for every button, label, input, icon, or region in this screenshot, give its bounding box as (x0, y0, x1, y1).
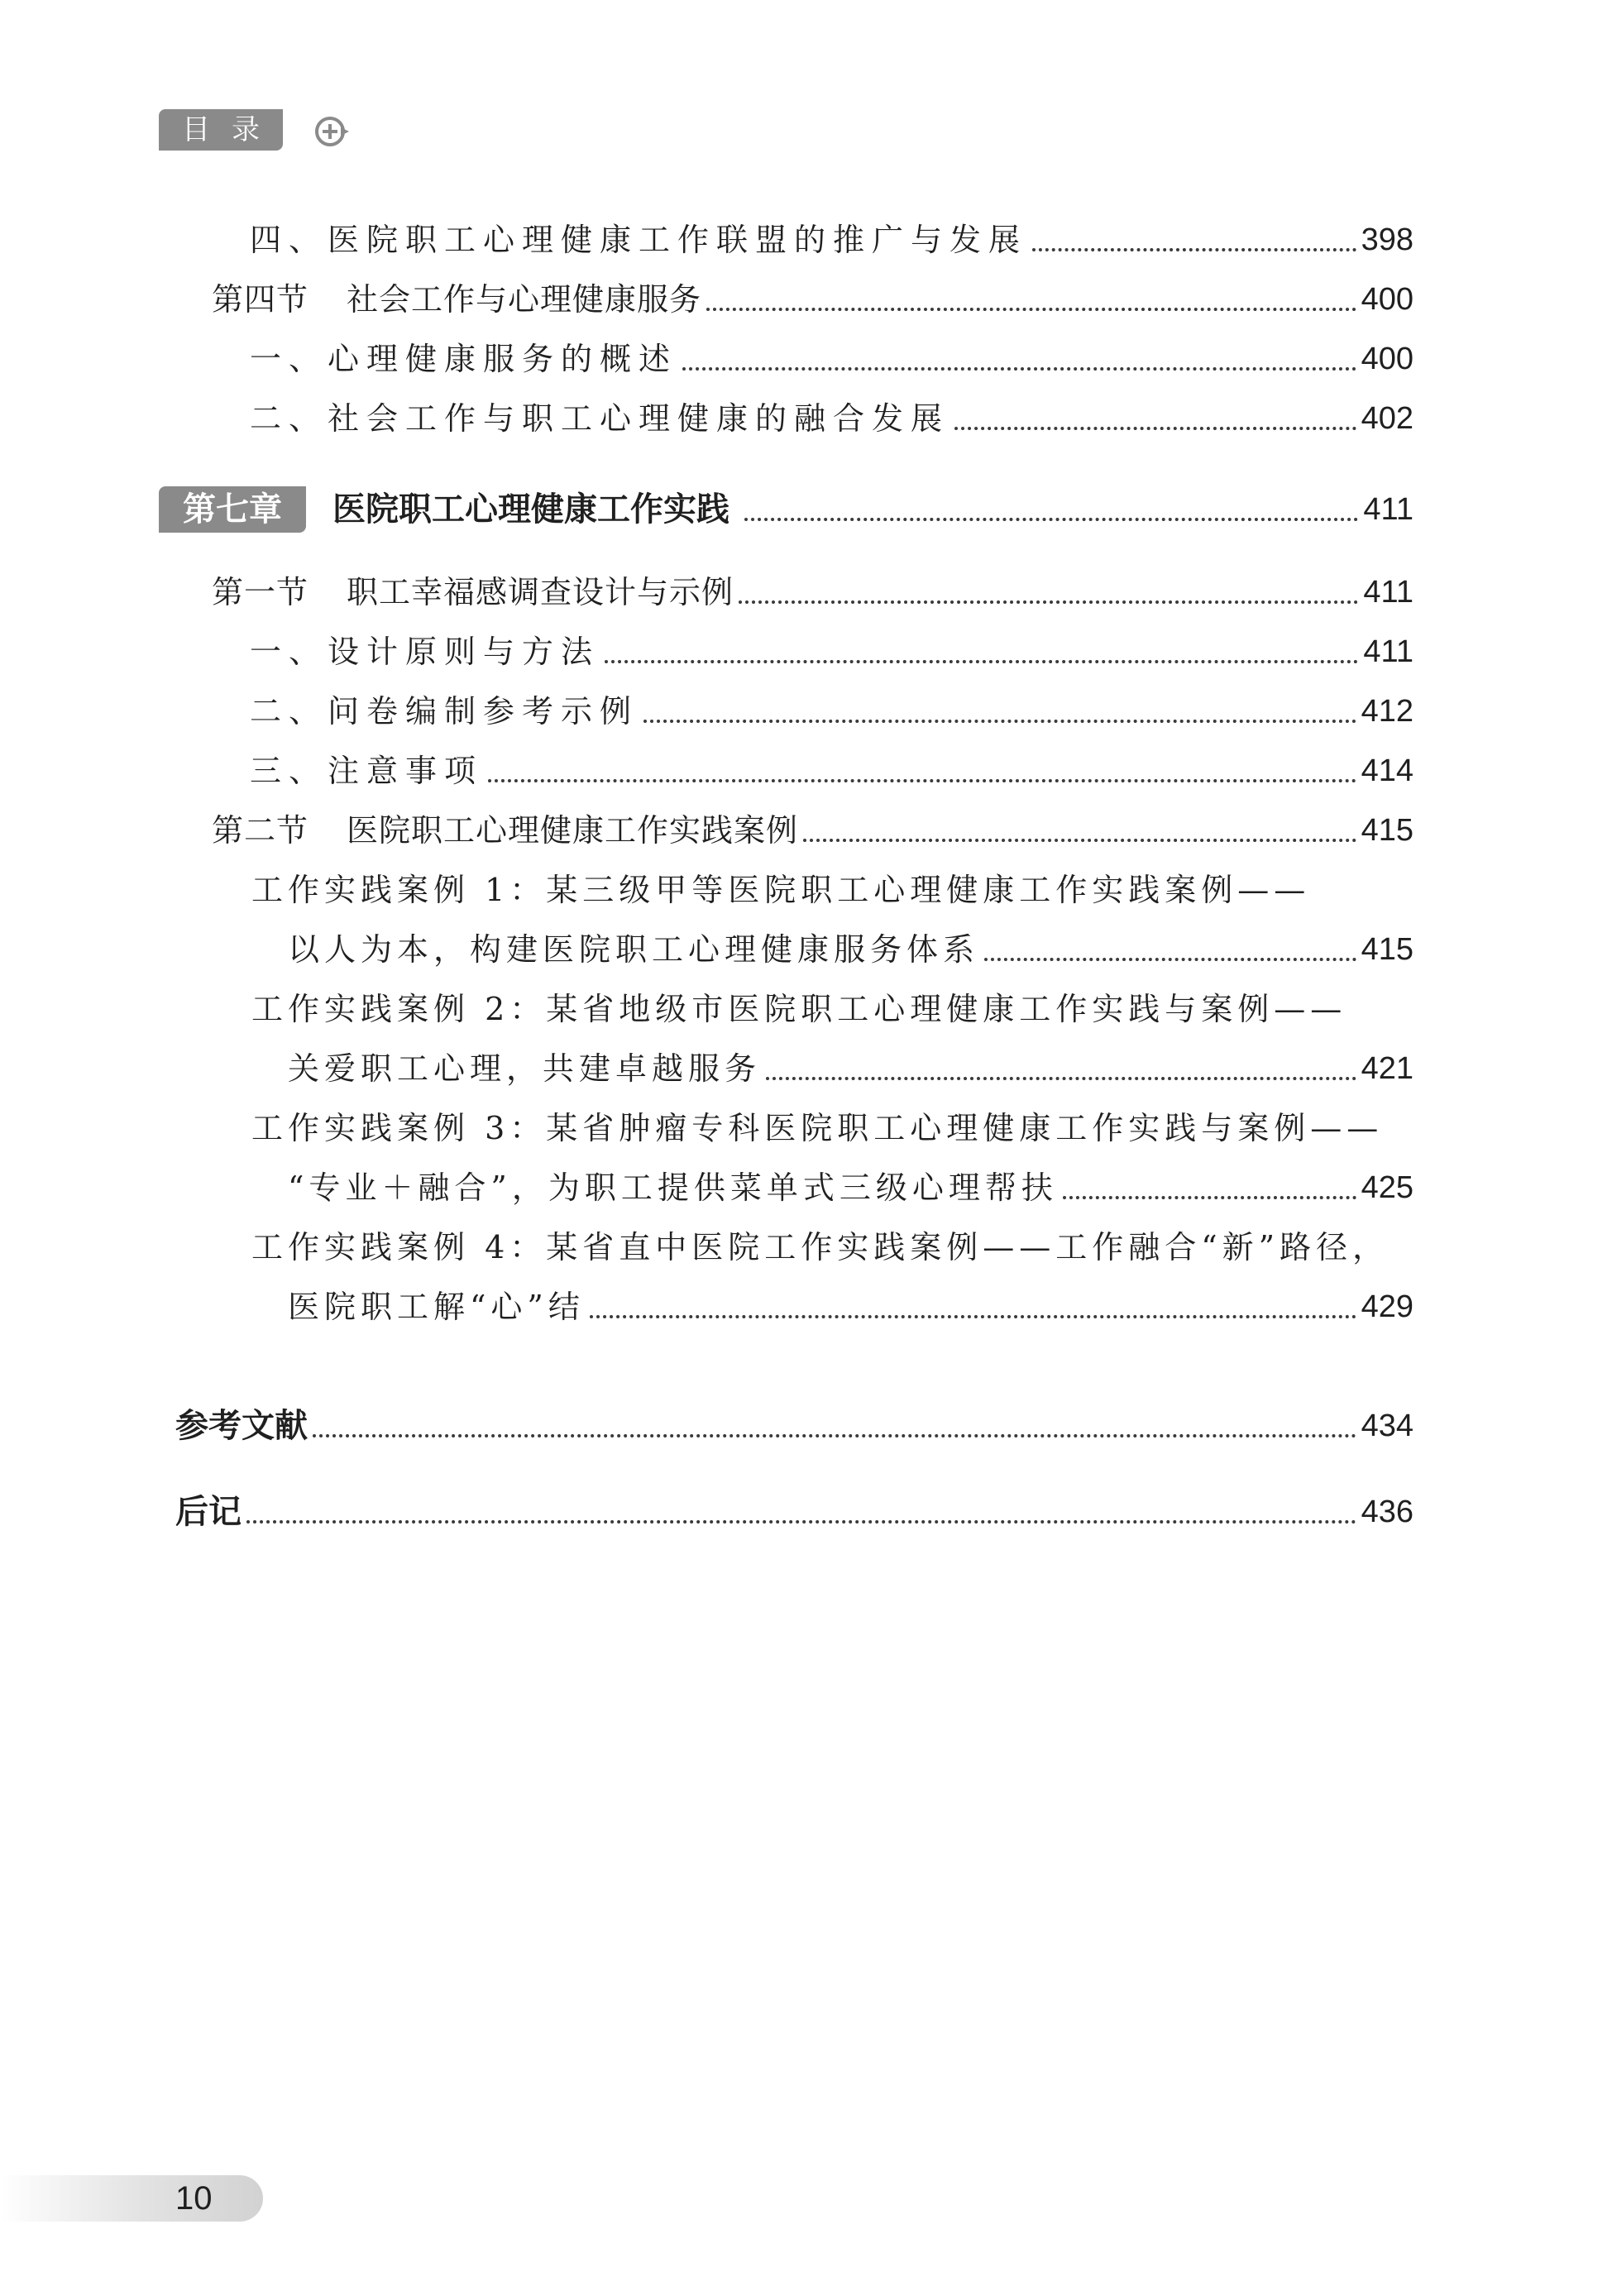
toc-afterword-entry[interactable] (0, 1489, 1612, 1535)
section-number: 第四节 (212, 281, 309, 318)
toc-entry-page: 400 (1361, 282, 1413, 317)
toc-entry[interactable] (0, 629, 1612, 675)
toc-entry[interactable] (0, 217, 1612, 263)
toc-section-entry[interactable] (0, 276, 1612, 323)
toc-entry-page: 411 (1363, 634, 1413, 669)
section-number: 第一节 (212, 574, 309, 610)
toc-case-line1[interactable] (0, 1105, 1612, 1151)
toc-entry[interactable] (0, 336, 1612, 382)
toc-entry-title: 参考文献 (175, 1407, 308, 1445)
case-title-line2: 医院职工解“心”结 (288, 1289, 585, 1325)
dot-leader (488, 779, 1356, 782)
dot-leader (766, 1077, 1356, 1080)
chapter-page: 411 (1363, 492, 1413, 527)
chapter-title: 医院职工心理健康工作实践 (332, 490, 729, 529)
dot-leader (954, 427, 1356, 430)
case-title-line2: 以人为本，构建医院职工心理健康服务体系 (288, 931, 980, 968)
toc-entry-page: 425 (1361, 1170, 1413, 1205)
section-title: 职工幸福感调查设计与示例 (347, 574, 734, 610)
toc-header-tag: 目录 (159, 109, 283, 151)
toc-entry-title (212, 276, 701, 323)
plus-circle-arrow-icon (313, 112, 351, 151)
toc-chapter-entry[interactable] (0, 486, 1612, 536)
chapter-title-row (332, 486, 1612, 533)
toc-case-line2[interactable] (0, 1284, 1612, 1330)
case-title-line2: “专业＋融合”，为职工提供菜单式三级心理帮扶 (288, 1170, 1058, 1206)
toc-entry-page: 400 (1361, 342, 1413, 376)
toc-entry-title: 四、医院职工心理健康工作联盟的推广与发展 (250, 222, 1028, 258)
toc-section-entry[interactable] (0, 569, 1612, 615)
dot-leader (246, 1520, 1356, 1523)
toc-case-line1[interactable] (0, 867, 1612, 913)
toc-entry-page: 414 (1361, 753, 1413, 788)
dot-leader (984, 958, 1356, 961)
toc-entry-title: 二、社会工作与职工心理健康的融合发展 (250, 400, 950, 437)
toc-case-line1[interactable] (0, 986, 1612, 1032)
toc-entry-title (212, 569, 734, 615)
toc-entry-page: 415 (1361, 813, 1413, 848)
dot-leader (605, 660, 1358, 663)
toc-entry-page: 402 (1361, 401, 1413, 436)
toc-entry-page: 436 (1361, 1495, 1413, 1529)
dot-leader (313, 1434, 1356, 1437)
toc-entry[interactable] (0, 748, 1612, 794)
toc-case-line2[interactable] (0, 1045, 1612, 1092)
toc-entry[interactable] (0, 688, 1612, 734)
dot-leader (1063, 1196, 1356, 1199)
toc-entry-title (212, 807, 798, 854)
toc-case-line1[interactable] (0, 1224, 1612, 1270)
dot-leader (744, 518, 1358, 521)
toc-entry-page: 429 (1361, 1289, 1413, 1324)
page-number: 10 (175, 2180, 213, 2217)
toc-entry-title: 二、问卷编制参考示例 (250, 693, 639, 729)
toc-entry-page: 412 (1361, 694, 1413, 729)
section-number: 第二节 (212, 812, 309, 849)
toc-entry-page: 411 (1363, 575, 1413, 610)
dot-leader (803, 839, 1356, 842)
toc-entry[interactable] (0, 395, 1612, 442)
dot-leader (706, 308, 1356, 311)
chapter-tag: 第七章 (159, 486, 306, 533)
dot-leader (1032, 248, 1356, 251)
toc-case-line2[interactable] (0, 1165, 1612, 1211)
dot-leader (590, 1315, 1356, 1318)
footer-page-tab (0, 2175, 263, 2222)
toc-entry-title: 一、设计原则与方法 (250, 634, 600, 670)
dot-leader (739, 600, 1358, 604)
toc-entry-title: 三、注意事项 (250, 753, 484, 789)
toc-entry-page: 398 (1361, 222, 1413, 257)
toc-entry-page: 434 (1361, 1409, 1413, 1443)
dot-leader (643, 720, 1356, 723)
dot-leader (682, 367, 1356, 371)
section-title: 社会工作与心理健康服务 (347, 281, 702, 318)
toc-entry-title: 一、心理健康服务的概述 (250, 341, 678, 377)
toc-case-line2[interactable] (0, 926, 1612, 973)
section-title: 医院职工心理健康工作实践案例 (347, 812, 799, 849)
case-title-line1: 工作实践案例 4：某省直中医院工作实践案例——工作融合“新”路径， (251, 1229, 1390, 1265)
toc-entry-page: 415 (1361, 932, 1413, 967)
toc-section-entry[interactable] (0, 807, 1612, 854)
case-title-line1: 工作实践案例 2：某省地级市医院职工心理健康工作实践与案例—— (251, 991, 1347, 1027)
toc-entry-title: 后记 (175, 1493, 242, 1531)
case-title-line1: 工作实践案例 3：某省肿瘤专科医院职工心理健康工作实践与案例—— (251, 1110, 1384, 1146)
toc-references-entry[interactable] (0, 1403, 1612, 1449)
case-title-line1: 工作实践案例 1：某三级甲等医院职工心理健康工作实践案例—— (251, 872, 1311, 908)
case-title-line2: 关爱职工心理，共建卓越服务 (288, 1050, 762, 1087)
toc-entry-page: 421 (1361, 1051, 1413, 1086)
